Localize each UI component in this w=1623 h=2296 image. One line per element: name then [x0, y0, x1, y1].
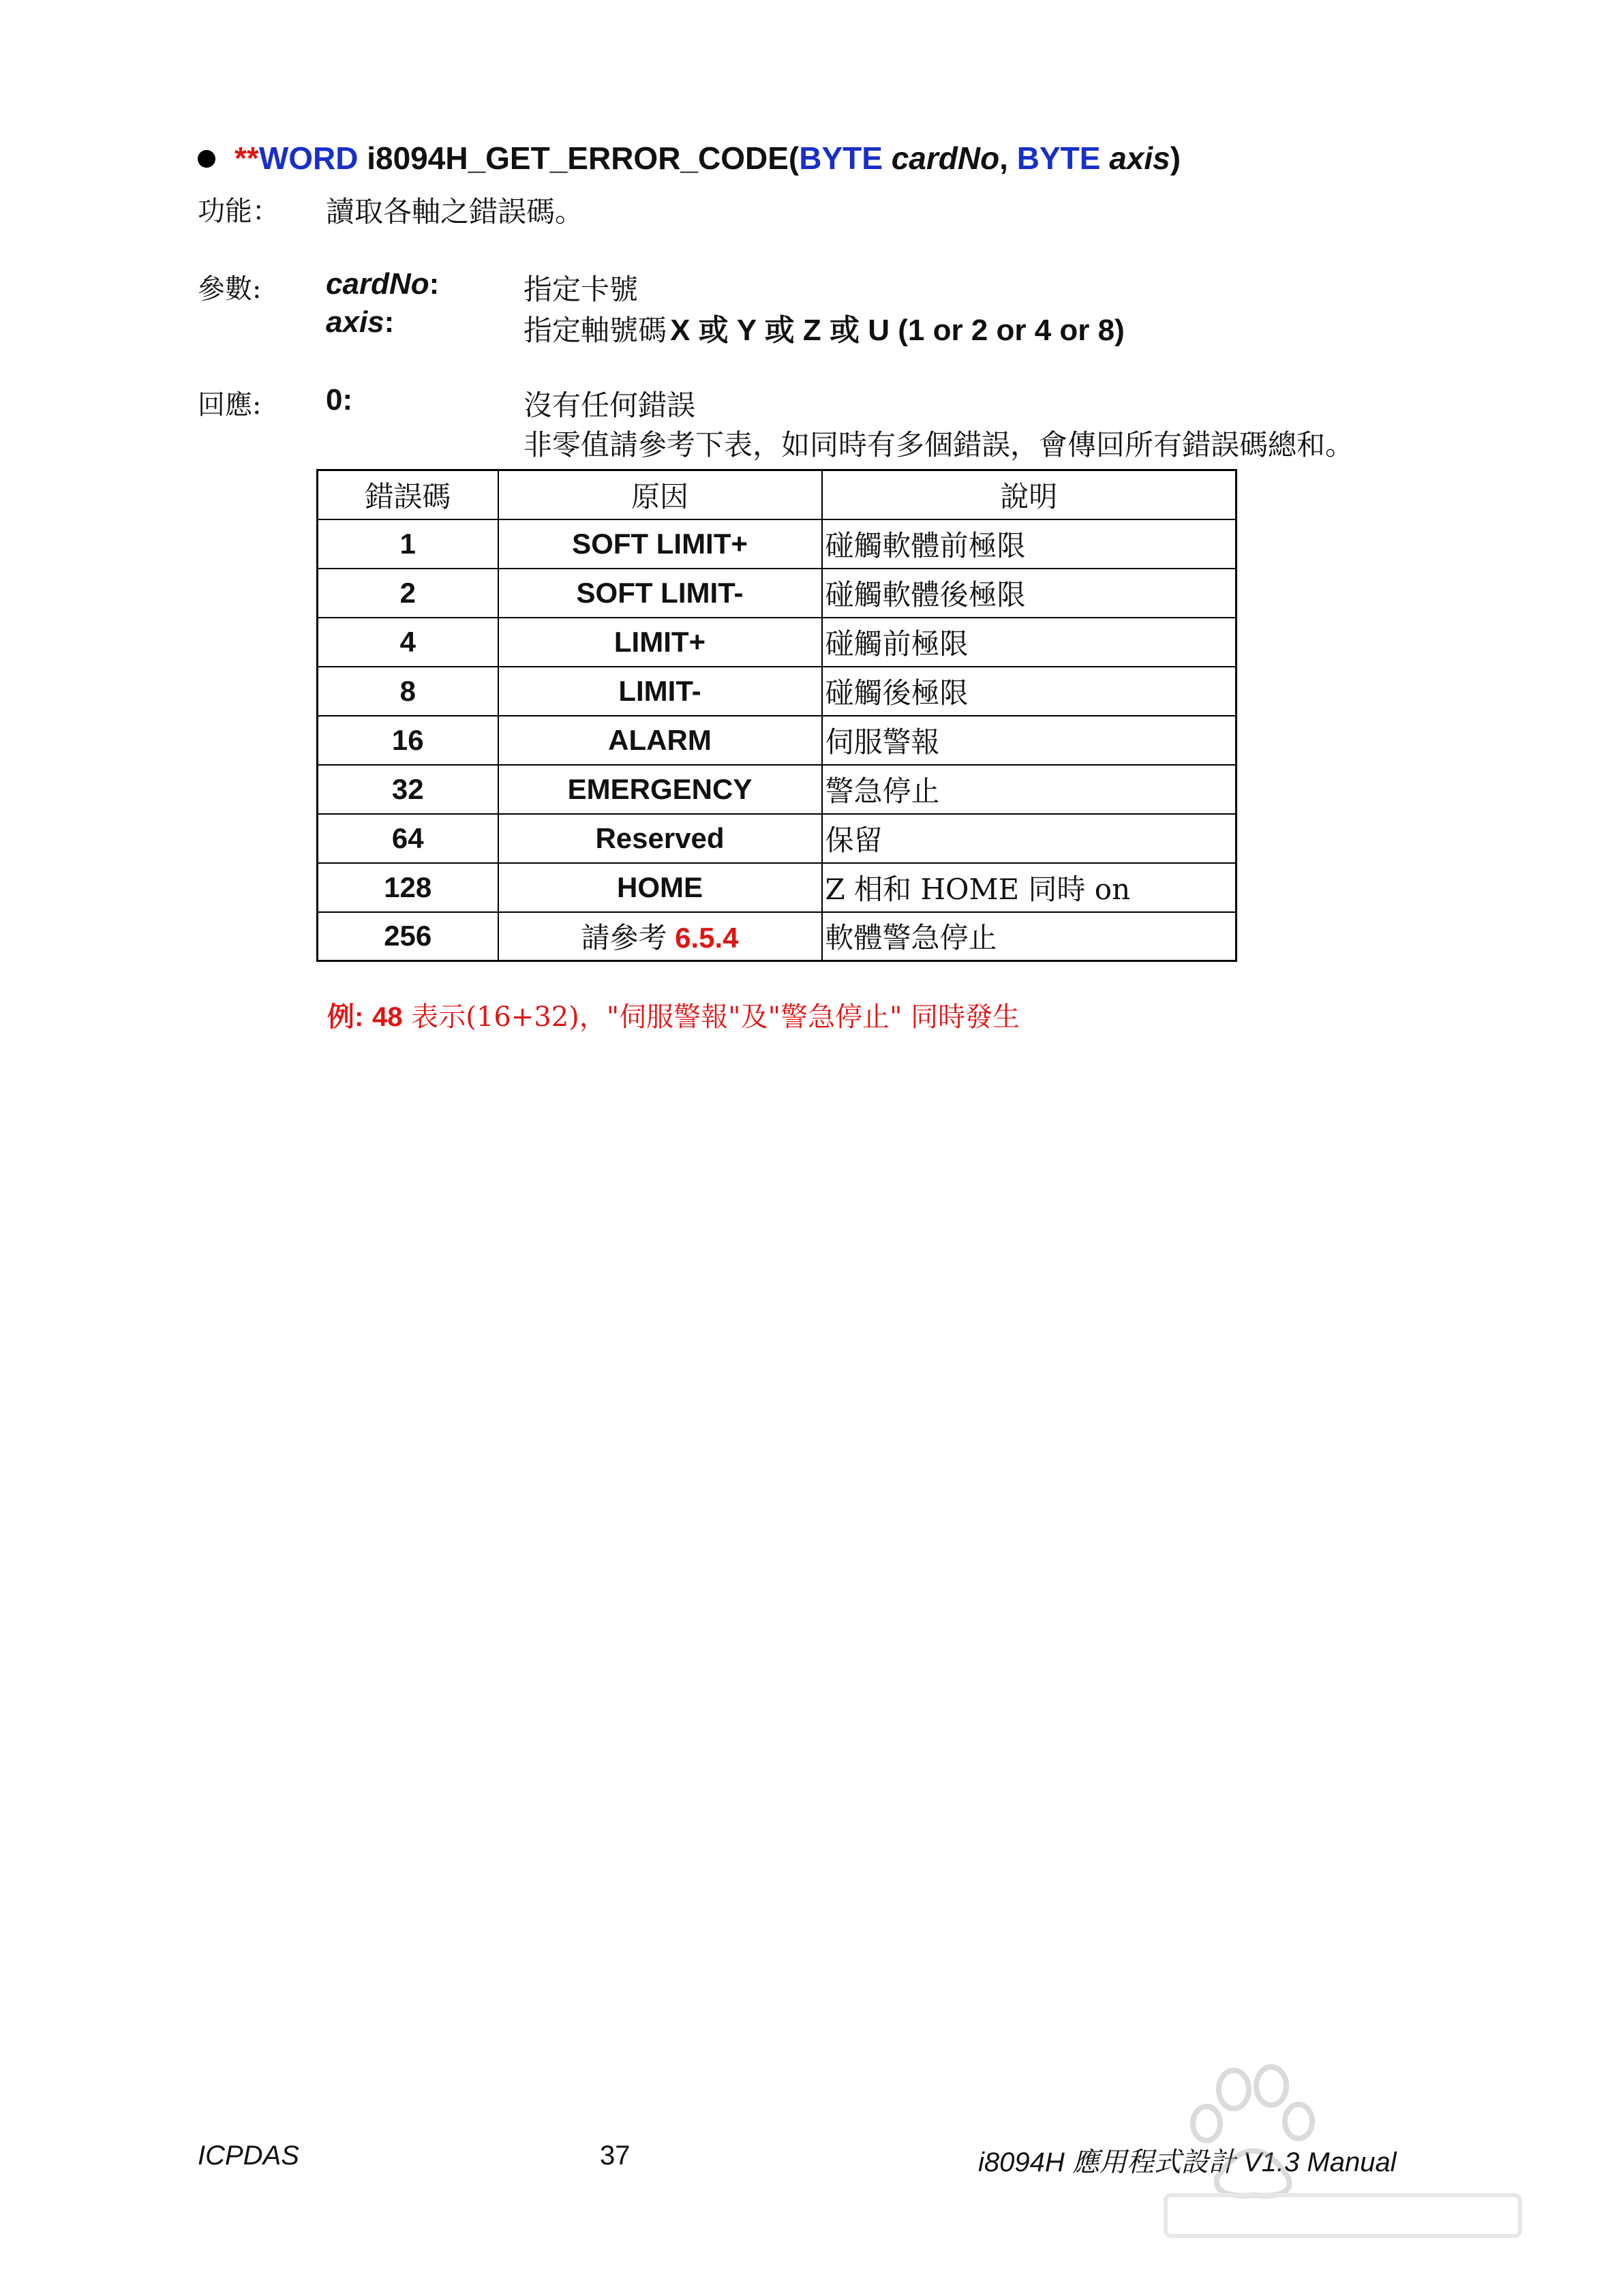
table-row [318, 667, 1237, 716]
heading-type1: BYTE [799, 140, 883, 176]
cell-desc: 碰觸軟體後極限 [822, 569, 1237, 618]
heading-arg1: cardNo [891, 140, 1000, 176]
note-prefix: 例: [327, 1002, 364, 1032]
cell-code: 128 [318, 863, 498, 912]
heading-stars: ** [234, 140, 259, 176]
table-row [318, 519, 1237, 569]
cell-code: 4 [318, 618, 498, 667]
returns-label: 回應: [198, 389, 262, 421]
function-heading [198, 140, 1181, 177]
cell-code: 256 [318, 912, 498, 961]
heading-return-type: WORD [258, 140, 359, 176]
cell-reason: Reserved [498, 814, 822, 863]
function-label: 功能： [198, 196, 279, 227]
section-ref-link[interactable]: 6.5.4 [675, 922, 739, 954]
cell-code: 1 [318, 519, 498, 569]
cell-code: 16 [318, 716, 498, 765]
error-code-table [316, 469, 1237, 962]
cell-reason: HOME [498, 863, 822, 912]
heading-comma: , [999, 140, 1017, 176]
param-desc-axis: 指定軸號碼 X 或 Y 或 Z 或 U (1 or 2 or 4 or 8) [524, 314, 1125, 347]
table-row [318, 863, 1237, 912]
cell-reason: SOFT LIMIT- [498, 569, 822, 618]
param-name-axis: axis: [326, 305, 395, 339]
heading-arg2: axis [1109, 140, 1170, 176]
cell-reason [498, 912, 822, 961]
footer-page-number: 37 [600, 2141, 631, 2171]
cell-reason: LIMIT+ [498, 618, 822, 667]
table-row [318, 569, 1237, 618]
heading-close: ) [1170, 140, 1181, 176]
cell-desc: 軟體警急停止 [822, 912, 1237, 961]
returns-zero: 0: [326, 383, 353, 417]
cell-reason: EMERGENCY [498, 765, 822, 814]
cell-code: 8 [318, 667, 498, 716]
cell-reason: LIMIT- [498, 667, 822, 716]
cell-desc: 保留 [822, 814, 1237, 863]
cell-desc: 碰觸前極限 [822, 618, 1237, 667]
heading-func-name: i8094H_GET_ERROR_CODE( [358, 140, 800, 176]
cell-code: 2 [318, 569, 498, 618]
function-text: 讀取各軸之錯誤碼。 [326, 195, 584, 228]
cell-reason: SOFT LIMIT+ [498, 519, 822, 569]
returns-desc1: 沒有任何錯誤 [524, 389, 696, 422]
bullet-icon [198, 150, 215, 168]
table-row [318, 618, 1237, 667]
param-desc-cardno: 指定卡號 [524, 273, 639, 306]
header-reason: 原因 [498, 470, 822, 519]
baidu-paw-watermark-icon [1152, 2059, 1534, 2263]
cell-code: 64 [318, 814, 498, 863]
header-code: 錯誤碼 [318, 470, 498, 519]
note-text: 表示(16+32)，"伺服警報"及"警急停止" 同時發生 [411, 1001, 1020, 1033]
heading-type2: BYTE [1016, 140, 1101, 176]
returns-desc2: 非零值請參考下表，如同時有多個錯誤，會傳回所有錯誤碼總和。 [524, 428, 1354, 462]
cell-desc: Z 相和 HOME 同時 on [822, 863, 1237, 912]
cell-reason: ALARM [498, 716, 822, 765]
cell-code: 32 [318, 765, 498, 814]
note-value: 48 [372, 1002, 403, 1032]
cell-desc: 伺服警報 [822, 716, 1237, 765]
footer-right: i8094H 應用程式設計 V1.3 Manual [978, 2147, 1397, 2177]
table-row [318, 814, 1237, 863]
table-row [318, 912, 1237, 961]
cell-reason-prefix: 請參考 [581, 921, 667, 955]
param-name-cardno: cardNo: [326, 267, 440, 301]
cell-desc: 碰觸軟體前極限 [822, 519, 1237, 569]
table-row [318, 765, 1237, 814]
example-note [327, 995, 1020, 1034]
header-desc: 說明 [822, 470, 1237, 519]
cell-desc: 碰觸後極限 [822, 667, 1237, 716]
table-header-row [318, 470, 1237, 519]
table-row [318, 716, 1237, 765]
cell-desc: 警急停止 [822, 765, 1237, 814]
footer-left: ICPDAS [198, 2141, 299, 2171]
params-label: 參數: [198, 273, 262, 305]
